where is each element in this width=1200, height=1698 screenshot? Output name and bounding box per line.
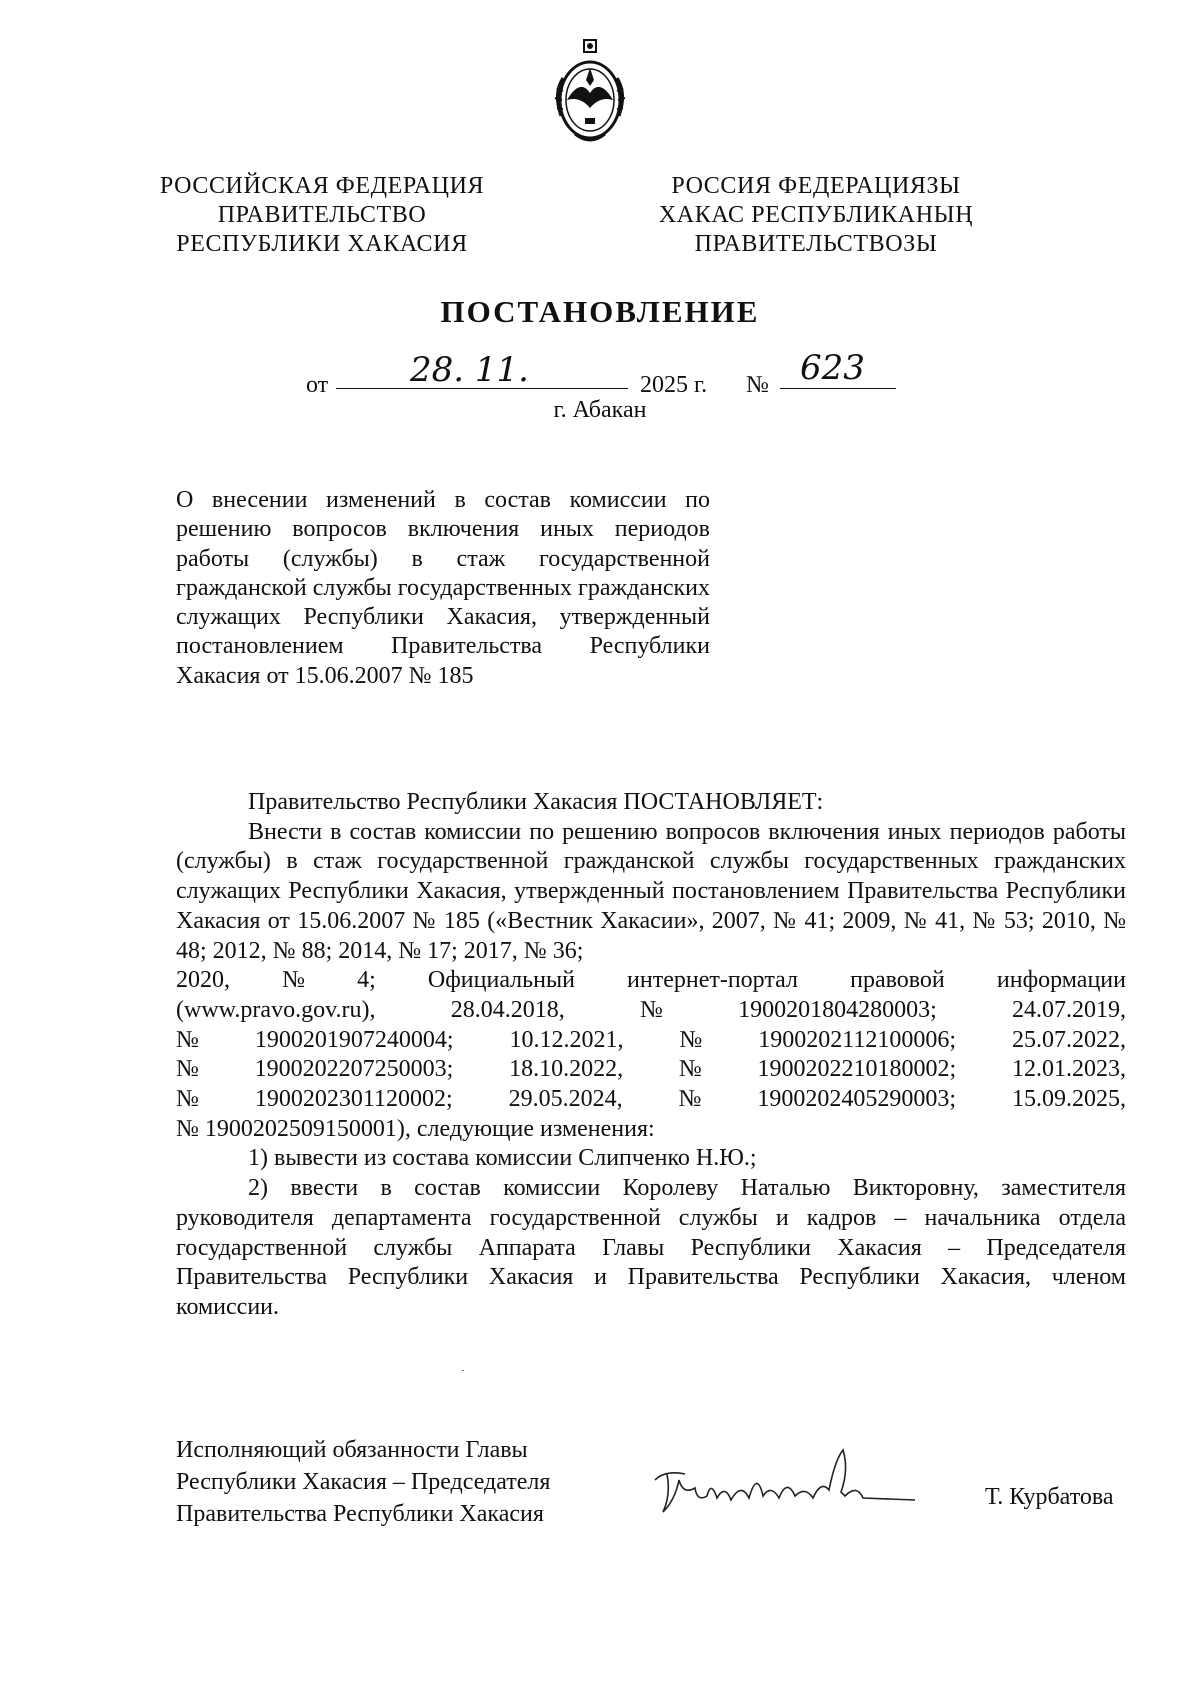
number-handwritten: 623 <box>800 348 865 388</box>
registry-row-4: № 1900202207250003; 18.10.2022, № 1900202210180002; 12.01.2023, <box>176 1056 1126 1083</box>
header-right <box>606 172 1026 259</box>
header-left-line-1: РОССИЙСКАЯ ФЕДЕРАЦИЯ <box>159 173 485 199</box>
header-right-line-2: ХАКАС РЕСПУБЛИКАНЫҢ <box>658 202 974 228</box>
scan-mark <box>462 1370 464 1371</box>
document-title: ПОСТАНОВЛЕНИЕ <box>440 294 760 329</box>
signatory-line-2: Республики Хакасия – Председателя <box>176 1469 551 1495</box>
main-paragraph: Внести в состав комиссии по решению вопросов включения иных периодов работы (службы) в стаж государственной гражданской службы государственных гражданских служащих Республики Хакасия, утвержденный постановлением Правительства Республики Хакасия от 15.06.2007 № 185 («Вестник Хакасии», 2007, № 41; 2009, № 41, № 53; 2010, № 48; 2012, № 88; 2014, № 17; 2017, № 36; <box>176 818 1126 964</box>
signatory-line-1: Исполняющий обязанности Главы <box>176 1437 528 1463</box>
item-1: 1) вывести из состава комиссии Слипченко Н.Ю.; <box>248 1145 757 1172</box>
signatory-name: Т. Курбатова <box>985 1484 1114 1510</box>
header-right-line-1: РОССИЯ ФЕДЕРАЦИЯЗЫ <box>671 173 961 199</box>
registry-row-3: № 1900201907240004; 10.12.2021, № 1900202112100006; 25.07.2022, <box>176 1026 1126 1053</box>
coat-of-arms-emblem <box>545 38 635 148</box>
date-handwritten: 28. 11. <box>410 350 529 390</box>
body-text <box>176 788 1126 1323</box>
registry-row-1: 2020, № 4; Официальный интернет-портал правовой информации <box>176 967 1126 994</box>
subject-text: О внесении изменений в состав комиссии по решению вопросов включения иных периодов работы (службы) в стаж государственной гражданской службы государственных гражданских служащих Республики Хакасия, утвержденный постановлением Правительства Республики Хакасия от 15.06.2007 № 185 <box>176 487 710 689</box>
city-name: г. Абакан <box>553 397 647 423</box>
registry-row-2: (www.pravo.gov.ru), 28.04.2018, № 1900201804280003; 24.07.2019, <box>176 996 1126 1023</box>
registry-number-rows <box>176 966 1126 1115</box>
signatory-position <box>176 1434 550 1530</box>
header-left-line-2: ПРАВИТЕЛЬСТВО <box>217 202 427 228</box>
header-right-line-3: ПРАВИТЕЛЬСТВОЗЫ <box>694 231 938 257</box>
item-2: 2) ввести в состав комиссии Королеву Наталью Викторовну, заместителя руководителя департамента государственной службы и кадров – начальника отдела государственной службы Аппарата Главы Республики Хакасия – Председателя Правительства Республики Хакасия и Правительства Республики Хакасия, членом комиссии. <box>176 1175 1126 1320</box>
year-text: 2025 г. <box>640 372 708 398</box>
signatory-line-3: Правительства Республики Хакасия <box>176 1501 544 1527</box>
header-left-line-3: РЕСПУБЛИКИ ХАКАСИЯ <box>176 231 468 257</box>
preamble: Правительство Республики Хакасия ПОСТАНОВЛЯЕТ: <box>248 789 824 815</box>
date-number-line <box>0 348 1200 398</box>
registry-row-5: № 1900202301120002; 29.05.2024, № 1900202405290003; 15.09.2025, <box>176 1086 1126 1113</box>
handwritten-signature <box>645 1440 925 1530</box>
main-paragraph-tail: № 1900202509150001), следующие изменения: <box>176 1115 655 1142</box>
date-prefix: от <box>306 372 329 398</box>
number-sign: № <box>746 372 769 398</box>
header-left <box>112 172 532 259</box>
